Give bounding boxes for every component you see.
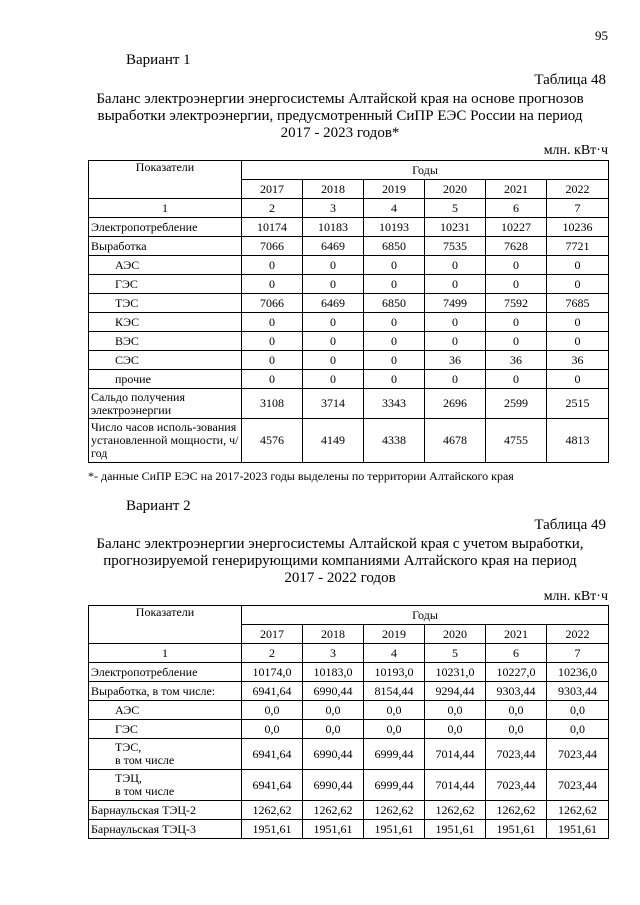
cell-value: 4813	[547, 419, 609, 463]
cell-value: 6469	[303, 294, 364, 313]
cell-value: 0	[547, 256, 609, 275]
cell-value: 1262,62	[303, 801, 364, 820]
cell-value: 0	[425, 275, 486, 294]
table-row	[89, 351, 609, 370]
row-label: ГЭС	[89, 720, 242, 739]
table-row	[89, 419, 609, 463]
table-48-footnote: *- данные СиПР ЕЭС на 2017-2023 годы выделены по территории Алтайского края	[88, 469, 514, 483]
header-indicator: Показатели	[89, 606, 242, 644]
cell-value: 1951,61	[425, 820, 486, 839]
table-row	[89, 682, 609, 701]
cell-value: 7023,44	[486, 770, 547, 801]
row-label: Барнаульская ТЭЦ-3	[89, 820, 242, 839]
cell-value: 1262,62	[486, 801, 547, 820]
cell-value: 6469	[303, 237, 364, 256]
cell-value: 0,0	[303, 720, 364, 739]
cell-value: 6941,64	[242, 770, 303, 801]
cell-value: 7023,44	[486, 739, 547, 770]
row-label: КЭС	[89, 313, 242, 332]
cell-value: 1951,61	[242, 820, 303, 839]
cell-value: 6990,44	[303, 770, 364, 801]
cell-value: 0,0	[242, 720, 303, 739]
row-label-sub: в том числе	[115, 784, 175, 798]
table-49	[88, 605, 609, 839]
table-row	[89, 820, 609, 839]
cell-value: 0	[425, 370, 486, 389]
header-year: 2020	[425, 180, 486, 199]
table-row	[89, 770, 609, 801]
col-number: 3	[303, 644, 364, 663]
cell-value: 8154,44	[364, 682, 425, 701]
header-years-group: Годы	[242, 161, 609, 180]
col-number: 4	[364, 199, 425, 218]
cell-value: 4678	[425, 419, 486, 463]
cell-value: 4755	[486, 419, 547, 463]
cell-value: 0	[547, 332, 609, 351]
title-line: выработки электроэнергии, предусмотренный СиПР ЕЭС России на период	[97, 108, 583, 124]
table-row	[89, 701, 609, 720]
title-line: 2017 - 2022 годов	[284, 570, 396, 586]
header-year: 2022	[547, 625, 609, 644]
cell-value: 3714	[303, 389, 364, 419]
cell-value: 10227	[486, 218, 547, 237]
cell-value: 6999,44	[364, 739, 425, 770]
cell-value: 1951,61	[364, 820, 425, 839]
title-line: Баланс электроэнергии энергосистемы Алтайской края на основе прогнозов	[96, 91, 584, 107]
row-label: Выработка, в том числе:	[89, 682, 242, 701]
cell-value: 0	[242, 332, 303, 351]
cell-value: 10231	[425, 218, 486, 237]
cell-value: 7066	[242, 237, 303, 256]
cell-value: 7535	[425, 237, 486, 256]
cell-value: 9303,44	[547, 682, 609, 701]
cell-value: 10227,0	[486, 663, 547, 682]
cell-value: 0,0	[364, 720, 425, 739]
cell-value: 7014,44	[425, 739, 486, 770]
cell-value: 0,0	[425, 720, 486, 739]
cell-value: 0	[547, 370, 609, 389]
cell-value: 0	[303, 351, 364, 370]
row-label: ТЭС	[89, 294, 242, 313]
cell-value: 7721	[547, 237, 609, 256]
row-label: СЭС	[89, 351, 242, 370]
row-label: АЭС	[89, 256, 242, 275]
cell-value: 2599	[486, 389, 547, 419]
table-row	[89, 275, 609, 294]
cell-value: 0	[547, 275, 609, 294]
cell-value: 10174	[242, 218, 303, 237]
cell-value: 3108	[242, 389, 303, 419]
cell-value: 1951,61	[486, 820, 547, 839]
cell-value: 1262,62	[364, 801, 425, 820]
header-year: 2022	[547, 180, 609, 199]
cell-value: 10193	[364, 218, 425, 237]
row-label: прочие	[89, 370, 242, 389]
cell-value: 36	[547, 351, 609, 370]
table-48-number: Таблица 48	[534, 72, 606, 88]
cell-value: 3343	[364, 389, 425, 419]
col-number: 6	[486, 199, 547, 218]
cell-value: 0,0	[547, 701, 609, 720]
header-years-group: Годы	[242, 606, 609, 625]
row-label: Электропотребление	[89, 218, 242, 237]
col-number: 5	[425, 199, 486, 218]
variant-1-heading: Вариант 1	[126, 52, 191, 68]
table-row	[89, 663, 609, 682]
cell-value: 1262,62	[547, 801, 609, 820]
row-label-main: ТЭС,	[115, 740, 142, 754]
row-label	[89, 770, 242, 801]
cell-value: 0	[486, 313, 547, 332]
cell-value: 0	[242, 313, 303, 332]
cell-value: 0	[486, 332, 547, 351]
table-row	[89, 294, 609, 313]
title-line: Баланс электроэнергии энергосистемы Алтайской края с учетом выработки,	[96, 536, 584, 552]
row-label: ГЭС	[89, 275, 242, 294]
row-label	[89, 739, 242, 770]
cell-value: 0	[364, 313, 425, 332]
col-number: 1	[89, 199, 242, 218]
table-row	[89, 389, 609, 419]
cell-value: 7592	[486, 294, 547, 313]
cell-value: 0,0	[486, 701, 547, 720]
cell-value: 36	[486, 351, 547, 370]
col-number: 1	[89, 644, 242, 663]
cell-value: 6941,64	[242, 682, 303, 701]
cell-value: 0	[242, 256, 303, 275]
cell-value: 0	[364, 256, 425, 275]
cell-value: 7628	[486, 237, 547, 256]
col-number: 7	[547, 644, 609, 663]
cell-value: 6850	[364, 294, 425, 313]
cell-value: 0	[303, 313, 364, 332]
header-year: 2017	[242, 625, 303, 644]
cell-value: 0,0	[242, 701, 303, 720]
table-row	[89, 237, 609, 256]
table-row	[89, 720, 609, 739]
cell-value: 1951,61	[303, 820, 364, 839]
row-label-sub: в том числе	[115, 753, 175, 767]
table-row	[89, 801, 609, 820]
cell-value: 9294,44	[425, 682, 486, 701]
table-row	[89, 739, 609, 770]
cell-value: 10174,0	[242, 663, 303, 682]
cell-value: 0	[303, 275, 364, 294]
variant-2-heading: Вариант 2	[126, 498, 191, 514]
cell-value: 4149	[303, 419, 364, 463]
cell-value: 10183,0	[303, 663, 364, 682]
header-year: 2017	[242, 180, 303, 199]
cell-value: 36	[425, 351, 486, 370]
cell-value: 0	[425, 256, 486, 275]
cell-value: 0	[303, 370, 364, 389]
cell-value: 0	[303, 332, 364, 351]
cell-value: 4576	[242, 419, 303, 463]
table-48-unit: млн. кВт·ч	[543, 143, 608, 158]
header-year: 2019	[364, 625, 425, 644]
col-number: 2	[242, 644, 303, 663]
cell-value: 6999,44	[364, 770, 425, 801]
row-label: Число часов исполь-зования установленной мощности, ч/год	[89, 419, 242, 463]
row-label: Выработка	[89, 237, 242, 256]
header-year: 2019	[364, 180, 425, 199]
header-year: 2020	[425, 625, 486, 644]
cell-value: 1262,62	[425, 801, 486, 820]
col-number: 4	[364, 644, 425, 663]
cell-value: 0,0	[425, 701, 486, 720]
table-row	[89, 256, 609, 275]
row-label: Барнаульская ТЭЦ-2	[89, 801, 242, 820]
col-number: 7	[547, 199, 609, 218]
row-label: ВЭС	[89, 332, 242, 351]
cell-value: 0,0	[486, 720, 547, 739]
table-48-title	[60, 91, 620, 142]
cell-value: 7023,44	[547, 770, 609, 801]
table-row	[89, 332, 609, 351]
cell-value: 6990,44	[303, 682, 364, 701]
header-year: 2021	[486, 180, 547, 199]
cell-value: 0	[242, 351, 303, 370]
table-row	[89, 370, 609, 389]
cell-value: 0,0	[303, 701, 364, 720]
cell-value: 7066	[242, 294, 303, 313]
cell-value: 4338	[364, 419, 425, 463]
table-49-title	[60, 536, 620, 587]
col-number: 3	[303, 199, 364, 218]
row-label: Сальдо получения электроэнергии	[89, 389, 242, 419]
cell-value: 10236	[547, 218, 609, 237]
table-49-number: Таблица 49	[534, 517, 606, 533]
row-label: Электропотребление	[89, 663, 242, 682]
cell-value: 6850	[364, 237, 425, 256]
cell-value: 0	[242, 275, 303, 294]
header-indicator: Показатели	[89, 161, 242, 199]
cell-value: 0	[242, 370, 303, 389]
title-line: 2017 - 2023 годов*	[280, 125, 400, 141]
table-row	[89, 218, 609, 237]
cell-value: 10231,0	[425, 663, 486, 682]
cell-value: 0	[425, 313, 486, 332]
cell-value: 0	[364, 351, 425, 370]
cell-value: 0	[486, 275, 547, 294]
header-year: 2018	[303, 625, 364, 644]
cell-value: 10236,0	[547, 663, 609, 682]
cell-value: 0	[364, 275, 425, 294]
col-number: 5	[425, 644, 486, 663]
col-number: 6	[486, 644, 547, 663]
cell-value: 2696	[425, 389, 486, 419]
cell-value: 0,0	[364, 701, 425, 720]
page-number: 95	[595, 28, 608, 43]
cell-value: 2515	[547, 389, 609, 419]
cell-value: 7499	[425, 294, 486, 313]
cell-value: 10193,0	[364, 663, 425, 682]
cell-value: 1262,62	[242, 801, 303, 820]
cell-value: 0,0	[547, 720, 609, 739]
cell-value: 0	[547, 313, 609, 332]
table-row	[89, 313, 609, 332]
cell-value: 0	[486, 370, 547, 389]
row-label-main: ТЭЦ,	[115, 771, 142, 785]
cell-value: 0	[486, 256, 547, 275]
cell-value: 10183	[303, 218, 364, 237]
cell-value: 7685	[547, 294, 609, 313]
cell-value: 6941,64	[242, 739, 303, 770]
cell-value: 1951,61	[547, 820, 609, 839]
title-line: прогнозируемой генерирующими компаниями Алтайского края на период	[103, 553, 577, 569]
cell-value: 7023,44	[547, 739, 609, 770]
cell-value: 0	[425, 332, 486, 351]
cell-value: 7014,44	[425, 770, 486, 801]
header-year: 2021	[486, 625, 547, 644]
table-49-unit: млн. кВт·ч	[543, 589, 608, 604]
row-label: АЭС	[89, 701, 242, 720]
cell-value: 0	[364, 332, 425, 351]
header-year: 2018	[303, 180, 364, 199]
table-48	[88, 160, 609, 463]
cell-value: 0	[364, 370, 425, 389]
cell-value: 9303,44	[486, 682, 547, 701]
cell-value: 0	[303, 256, 364, 275]
col-number: 2	[242, 199, 303, 218]
cell-value: 6990,44	[303, 739, 364, 770]
